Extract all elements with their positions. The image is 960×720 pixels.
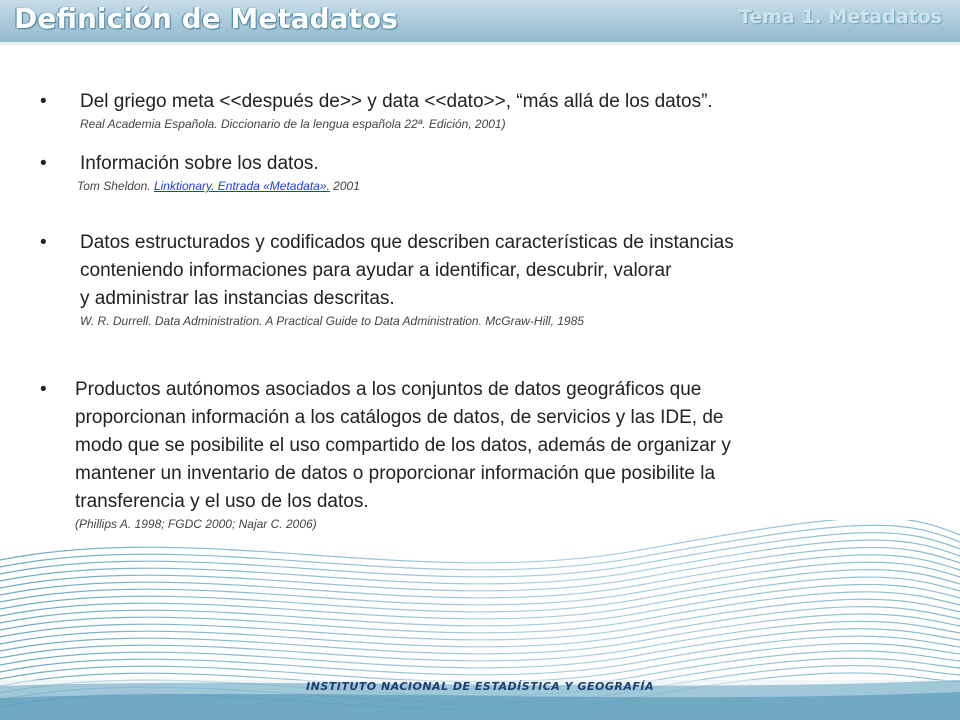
definition-text: Información sobre los datos. [80, 153, 319, 174]
definition-item-1 [40, 88, 910, 132]
section-label: Tema 1. Metadatos [738, 6, 942, 28]
definition-text: Del griego meta <<después de>> y data <<dato>>, “más allá de los datos”. [80, 91, 713, 112]
wave-line [0, 621, 960, 660]
definition-item-4 [40, 376, 906, 532]
definition-item-2 [40, 150, 910, 194]
definition-citation: W. R. Durrell. Data Administration. A Practical Guide to Data Administration. McGraw-Hill, 1985 [80, 314, 584, 328]
definition-line: y administrar las instancias descritas. [80, 288, 395, 309]
definition-line: transferencia y el uso de los datos. [75, 491, 369, 512]
citation-suffix: 2001 [329, 179, 360, 193]
definition-item-3 [40, 229, 910, 329]
definition-line: Productos autónomos asociados a los conjuntos de datos geográficos que [75, 379, 702, 400]
definition-line: Datos estructurados y codificados que describen características de instancias [80, 232, 734, 253]
definition-citation: (Phillips A. 1998; FGDC 2000; Najar C. 2006) [75, 517, 317, 531]
bullet-icon: • [40, 153, 47, 174]
wave-line [0, 629, 960, 668]
header-divider [0, 42, 960, 45]
wave-line [0, 607, 960, 647]
page-title: Definición de Metadatos [14, 2, 398, 35]
definition-line: modo que se posibilite el uso compartido de los datos, además de organizar y [75, 435, 731, 456]
institution-name: INSTITUTO NACIONAL DE ESTADÍSTICA Y GEOGRAFÍA [306, 680, 654, 693]
definition-line: conteniendo informaciones para ayudar a identificar, descubrir, valorar [80, 260, 672, 281]
definition-line: mantener un inventario de datos o proporcionar información que posibilite la [75, 463, 716, 484]
citation-link[interactable]: Linktionary. Entrada «Metadata». [153, 179, 330, 193]
definition-line: proporcionan información a los catálogos de datos, de servicios y las IDE, de [75, 407, 724, 428]
citation-prefix: Tom Sheldon. [77, 179, 154, 193]
definition-citation [40, 178, 910, 194]
definition-citation: Real Academia Española. Diccionario de la lengua española 22ª. Edición, 2001) [80, 117, 506, 131]
wave-line [0, 614, 960, 654]
bullet-icon: • [40, 379, 47, 400]
bullet-icon: • [40, 232, 47, 253]
wave-line [0, 636, 960, 675]
bullet-icon: • [40, 91, 47, 112]
